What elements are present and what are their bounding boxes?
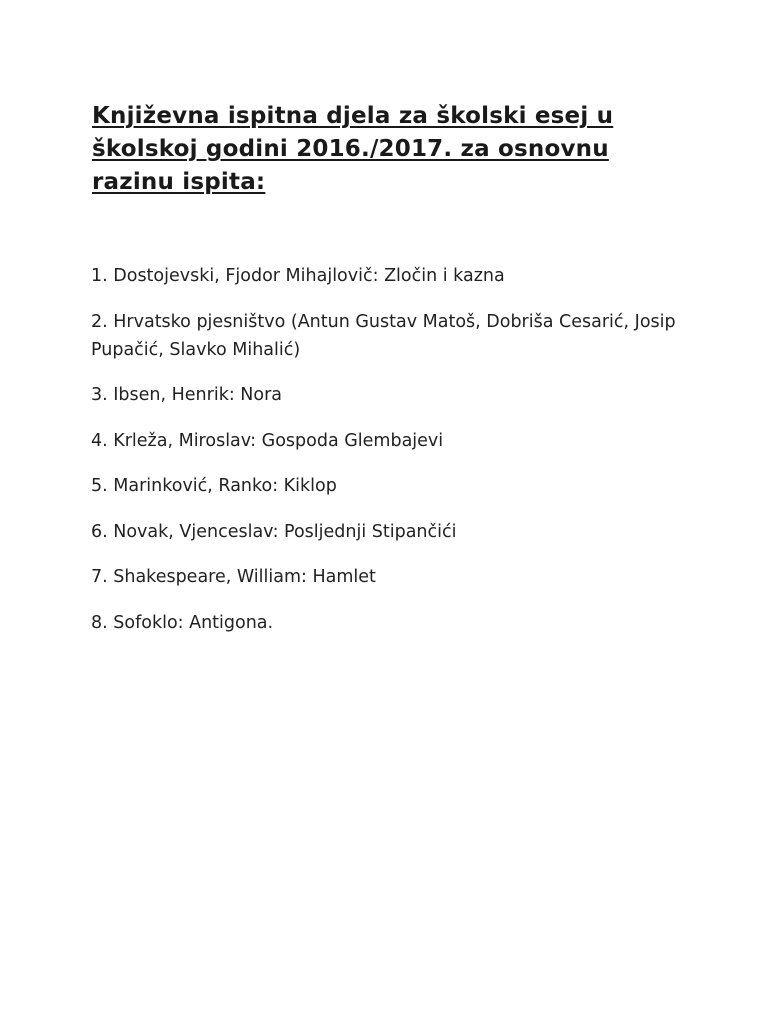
list-item: 8. Sofoklo: Antigona. <box>91 612 274 633</box>
document-title: Književna ispitna djela za školski esej u školskoj godini 2016./2017. za osnovnu razinu ispita: <box>92 103 614 195</box>
list-item: 3. Ibsen, Henrik: Nora <box>91 385 283 405</box>
list-item: 1. Dostojevski, Fjodor Mihajlovič: Zločin i kazna <box>91 266 505 286</box>
list-item: 4. Krleža, Miroslav: Gospoda Glembajevi <box>91 430 444 451</box>
list-item: 7. Shakespeare, William: Hamlet <box>91 567 376 587</box>
list-item: 2. Hrvatsko pjesništvo (Antun Gustav Matoš, Dobriša Cesarić, Josip Pupačić, Slavko Mihalić) <box>91 311 676 360</box>
list-item: 5. Marinković, Ranko: Kiklop <box>91 476 337 496</box>
exam-works-list <box>91 262 691 654</box>
list-item: 6. Novak, Vjenceslav: Posljednji Stipančići <box>91 521 457 542</box>
